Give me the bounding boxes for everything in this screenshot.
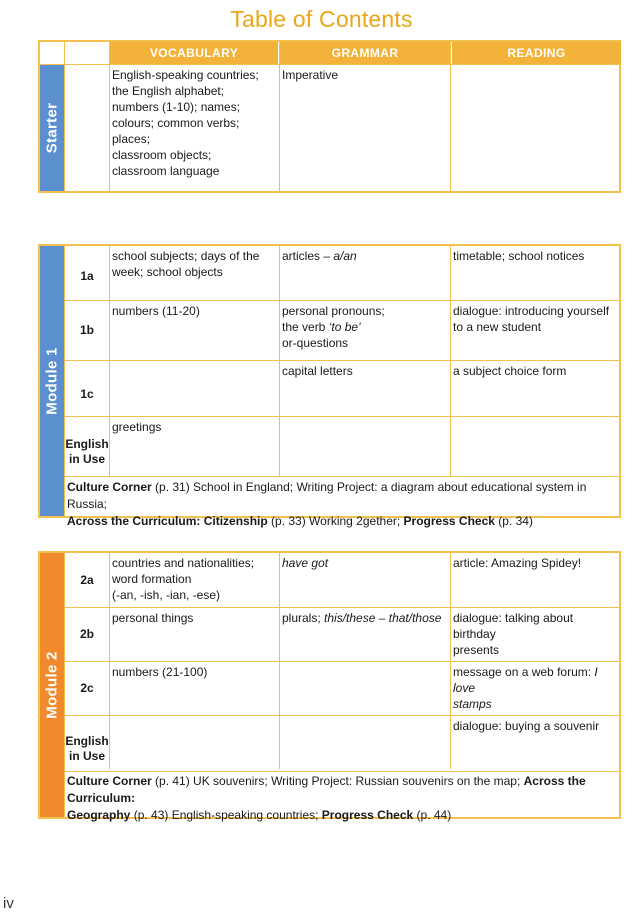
lesson-2b: 2b [79,627,94,641]
table-row-2a-grammar: have got [282,556,329,570]
lesson-1a: 1a [80,268,94,283]
table-row-1c-reading: a subject choice form [453,364,567,378]
lesson-1c: 1c [80,387,94,401]
table-row-2a-vocabulary: countries and nationalities; word formation (-an, -ish, -ian, -ese) [112,556,255,602]
module2-block [38,551,621,822]
header-grammar: GRAMMAR [280,42,450,64]
starter-label: Starter [43,102,61,153]
table-row-1c-grammar: capital letters [282,364,353,378]
page-title: Table of Contents [230,6,413,32]
module1-label: Module 1 [43,347,61,415]
header-reading: READING [452,42,621,64]
table-row-2c-vocabulary: numbers (21-100) [112,665,208,679]
table-row-1a-grammar: articles – a/an [282,249,357,263]
lesson-english-in-use-2: English in Use [65,733,109,763]
table-row-2b-reading: dialogue: talking about birthday presents [453,611,574,657]
lesson-2c: 2c [80,681,94,695]
module1-side-label [40,246,64,516]
starter-side-label [40,64,64,191]
module2-label: Module 2 [43,651,61,719]
table-row-english2-reading: dialogue: buying a souvenir [453,719,600,733]
lesson-english-in-use: English in Use [65,436,109,466]
table-row-1b-vocabulary: numbers (11-20) [112,304,200,318]
module2-footer: Culture Corner (p. 41) UK souvenirs; Writing Project: Russian souvenirs on the map; Across the Curriculum: Geography (p. 43) English-speaking countries; Progress Check (p. 44) [67,774,586,822]
table-row-1b-grammar: personal pronouns; the verb ‘to be’ or-questions [282,304,385,350]
starter-block [38,40,621,193]
starter-vocabulary: English-speaking countries; the English alphabet; numbers (1-10); names; colours; common verbs; places; classroom objects; classroom language [112,68,259,178]
table-row-english-vocabulary: greetings [112,420,162,434]
table-row-2c-reading: message on a web forum: I love stamps [453,665,598,711]
header-vocabulary: VOCABULARY [110,42,278,64]
table-row-1b-reading: dialogue: introducing yourself to a new student [453,304,610,334]
page-number: iv [3,895,14,912]
lesson-2a: 2a [80,572,94,587]
module1-footer: Culture Corner (p. 31) School in England; Writing Project: a diagram about educational system in Russia; Across the Curriculum: Citizenship (p. 33) Working 2gether; Progress Check (p. 34) [67,480,587,528]
table-row-2b-vocabulary: personal things [112,611,194,625]
lesson-1b: 1b [79,323,94,337]
table-row-2a-reading: article: Amazing Spidey! [453,556,582,570]
module2-side-label [40,553,64,817]
table-row-1a-reading: timetable; school notices [453,249,585,263]
table-row-1a-vocabulary: school subjects; days of the week; school objects [112,249,260,279]
module1-block [38,244,621,528]
starter-grammar: Imperative [282,68,339,82]
table-row-2b-grammar: plurals; this/these – that/those [282,611,442,625]
